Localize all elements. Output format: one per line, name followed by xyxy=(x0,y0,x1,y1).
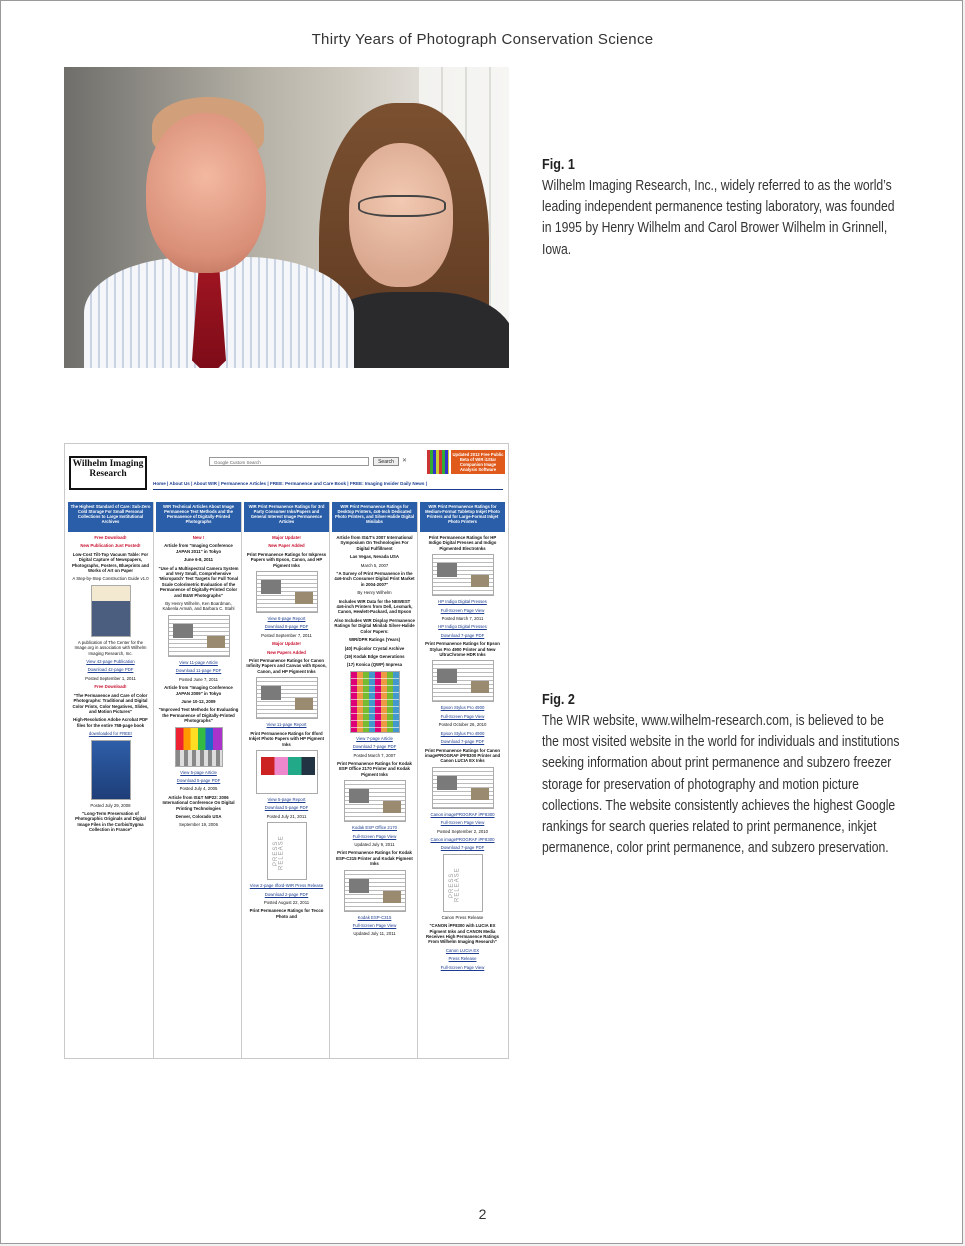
col-text: Major Update! xyxy=(272,535,301,540)
col-link: Press Release xyxy=(448,956,477,962)
col-text: Posted July 4, 2005 xyxy=(179,786,218,792)
website-screenshot xyxy=(64,443,509,1059)
article-thumbnail xyxy=(168,615,230,657)
col-text: "The Permanence and Care of Color Photographs: Traditional and Digital Color Prints, Color Negatives, Slides, and Motion Pictures" xyxy=(72,692,149,714)
report-thumbnail xyxy=(344,870,406,912)
col-link: Download 8-page PDF xyxy=(264,624,309,630)
report-thumbnail xyxy=(432,660,494,702)
col-link: View 11-page Report xyxy=(266,722,307,728)
figure-1-label: Fig. 1 xyxy=(542,156,575,173)
col-text: Print Permanence Ratings for Canon imagePROGRAF iPF8300 Printer and Canon LUCIA EX Inks xyxy=(424,747,501,764)
target-thumbnail xyxy=(175,727,223,767)
report-thumbnail xyxy=(256,571,318,613)
col-link: Epson Stylus Pro 4900 xyxy=(440,705,485,711)
col-text: Posted July 29, 2008 xyxy=(90,802,131,808)
figure-1-caption xyxy=(542,156,900,261)
col-text: Posted August 22, 2011 xyxy=(263,899,310,905)
site-nav-rule xyxy=(153,489,503,490)
col-text: Updated July 11, 2011 xyxy=(353,931,396,937)
figure-2-label: Fig. 2 xyxy=(542,691,575,708)
col-text: Canon Press Release xyxy=(441,914,484,920)
site-nav: Home | About Us | About WIR | Permanence Articles | FREE: Permanence and Care Book | FREE: Imaging Insider Daily News | xyxy=(153,481,427,486)
col-text: Article from IS&T's 2007 International Symposium On Technologies For Digital Fulfillment xyxy=(336,535,413,551)
col-link: Kodak ESP-C315 xyxy=(357,914,392,920)
press-release-thumbnail xyxy=(443,854,483,912)
close-icon: ✕ xyxy=(402,458,408,464)
col-link: HP Indigo Digital Presses xyxy=(438,624,487,630)
col-text: Updated July 9, 2011 xyxy=(354,841,395,847)
col-link: downloaded for FREE! xyxy=(88,731,133,737)
col-text: Print Permanence Ratings for Epson Stylus Pro 4900 Printer and New UltraChrome HDR Inks xyxy=(425,641,500,658)
col-link: Download 7-page PDF xyxy=(440,739,485,745)
col-link: Full-Screen Page View xyxy=(440,964,485,970)
ad-thumbnail xyxy=(427,450,449,474)
col-text: June 10-12, 2009 xyxy=(181,698,216,704)
col-link: View 2-page Ilford-WIR Press Release xyxy=(249,883,324,889)
col-text: (17) Konica (QWP) Impresa xyxy=(346,662,403,668)
site-column-3 xyxy=(244,502,330,1059)
col-link: Download 42-page PDF xyxy=(87,667,134,673)
column-header: WIR Technical Articles About Image Permanence Test Methods and the Permanence of Digitally-Printed Photographs xyxy=(156,502,241,532)
report-thumbnail xyxy=(432,554,494,596)
col-link: Canon LUCIA EX xyxy=(445,947,480,953)
col-text: Print Permanence Ratings for Inkpress Papers with Epson, Canon, and HP Pigment Inks xyxy=(246,551,327,568)
col-text: Posted March 7, 2011 xyxy=(441,616,484,622)
page-number: 2 xyxy=(478,1206,487,1222)
col-text: Article from "Imaging Conference JAPAN 2011" in Tokyo xyxy=(164,543,233,554)
col-text: Print Permanence Ratings for Canon Infinity Papers and Canvas with Epson, Canon, and HP Pigment Inks xyxy=(246,658,327,674)
column-header: WIR Print Permanence Ratings for Desktop Printers, 4x6-Inch Dedicated Photo Printers, and Silver-Halide Digital Minilabs xyxy=(332,502,417,532)
article-thumbnail xyxy=(350,671,400,733)
site-search-input: Google Custom Search xyxy=(209,457,369,466)
portrait-photo xyxy=(64,67,509,368)
col-link: HP Indigo Digital Presses xyxy=(438,599,487,605)
col-text: (40) Fujicolor Crystal Archive xyxy=(344,645,405,651)
col-text: By Henry Wilhelm, Ken Boardman, Kabenla Armah, and Barbara C. Stahl xyxy=(162,601,235,612)
col-text: Print Permanence Ratings for Tecco Photo and xyxy=(249,908,324,919)
col-link: Download 2-page PDF xyxy=(264,891,309,897)
col-link: Full-Screen Page View xyxy=(352,923,397,928)
col-text: Print Permanence Ratings for Ilford Inkjet Photo Papers with HP Pigment Inks xyxy=(248,730,325,747)
col-link: Canon imagePROGRAF iPF8300 xyxy=(430,811,495,817)
col-text: Major Update! xyxy=(272,641,301,647)
col-text: Includes WIR Data for the NEWEST 4x6-inch Printers from Dell, Lexmark, Canon, Hewlett-Packard, and Epson xyxy=(336,598,413,615)
col-text: Low-Cost Tilt-Top Vacuum Table: For Digital Capture of Newspapers, Photographs, Posters, Blueprints and Works of Art on Paper xyxy=(71,551,150,574)
col-text: (19) Kodak Edge Generations xyxy=(344,653,405,659)
col-text: Also Includes WIR Display Permanence Ratings for Digital Minilab Silver-Halide Color Papers: xyxy=(334,617,415,634)
col-link: Full-Screen Page View xyxy=(440,607,485,613)
col-text: "Long-Term Preservation of Photographic Originals and Digital Image Files in the Corbis/Sygma Collection in France" xyxy=(75,810,146,833)
column-header: The Highest Standard of Care: Sub-Zero Cold Storage For Small Personal Collections to Large Institutional Archives xyxy=(68,502,153,532)
col-text: "Use of a Multispectral Camera System and Very Small, Comprehensive 'Micropatch' Test Targets for Full Tonal Scale Colorimetric Evaluation of the Permanence of Digitally-Printed Color and B&W Photographs" xyxy=(158,565,239,598)
col-link: View 7-page Article xyxy=(356,735,393,741)
photo-man-face xyxy=(146,113,266,273)
col-text: New Publication Just Posted! xyxy=(80,543,141,549)
col-link: Full-Screen Page View xyxy=(440,713,485,719)
report-thumbnail xyxy=(256,677,318,719)
col-text: Article from "Imaging Conference JAPAN 2009" in Tokyo xyxy=(164,685,233,696)
col-link: Download 11-page PDF xyxy=(175,668,222,674)
col-text: Article from IS&T NIP22: 2006 International Conference On Digital Printing Technologies xyxy=(162,794,235,811)
col-text: New ! xyxy=(192,535,205,540)
site-search-button: Search xyxy=(373,457,399,466)
col-link: View 5-page Report xyxy=(267,796,306,802)
site-column-4 xyxy=(332,502,418,1059)
col-text: Posted July 21, 2011 xyxy=(266,813,307,819)
col-text: "CANON iPF8300 with LUCIA EX Pigment Inks and CANON Media Receives High Permanence Ratings From Wilhelm Imaging Research" xyxy=(425,923,500,945)
col-text: Free Download! xyxy=(94,535,127,540)
col-link: View 42-page Publication xyxy=(86,659,135,665)
site-column-1 xyxy=(68,502,154,1059)
col-text: WIR/DPR Ratings (Years) xyxy=(348,637,401,643)
figure-2-caption xyxy=(542,691,900,859)
col-link: View 11-page Article xyxy=(179,659,218,665)
running-head: Thirty Years of Photograph Conservation Science xyxy=(311,31,654,48)
col-link: Canon imagePROGRAF iPF8300 xyxy=(430,836,495,842)
site-header xyxy=(65,444,508,494)
col-link: Download 5-page PDF xyxy=(264,805,309,811)
site-column-5 xyxy=(420,502,505,1059)
book-thumbnail xyxy=(91,740,131,800)
col-text: Free Download! xyxy=(94,684,127,690)
col-text: "A Survey of Print Permanence in the 4x6-Inch Consumer Digital Print Market in 2004-2007" xyxy=(334,571,415,587)
col-text: "Improved Test Methods for Evaluating the Permanence of Digitally-Printed Photographs" xyxy=(158,707,239,724)
col-text: Denver, Colorado USA xyxy=(175,813,222,819)
site-column-2 xyxy=(156,502,242,1059)
site-columns xyxy=(68,502,505,1059)
column-header: WIR Print Permanence Ratings for 3rd Party Consumer Inks/Papers and General Interest Image Permanence Articles xyxy=(244,502,329,532)
col-text: Print Permanence Ratings for Kodak ESP-C315 Printer and Kodak Pigment Inks xyxy=(336,850,413,867)
figure-2-text: The WIR website, www.wilhelm-research.com, is believed to be the most visited website in the world for individuals and institutions seeking information about print permanence and subzero freezer storage for preservation of photography and motion picture collections. The website consistently achieves the highest Google rankings for search queries related to print permanence, inkjet permanence, color print permanence, and subzero preservation. xyxy=(542,713,900,857)
col-text: Print Permanence Ratings for HP Indigo Digital Presses and Indigo Pigmented ElectroInks xyxy=(428,535,497,551)
col-link: Download 5-page PDF xyxy=(176,777,221,783)
figure-1-text: Wilhelm Imaging Research, Inc., widely referred to as the world’s leading independent permanence testing laboratory, was founded in 1995 by Henry Wilhelm and Carol Brower Wilhelm in Grinnell, Iowa. xyxy=(542,178,895,258)
col-text: Posted June 7, 2011 xyxy=(178,676,219,682)
col-text: Posted March 7, 2007 xyxy=(353,752,396,758)
col-text: New Paper Added xyxy=(268,543,305,549)
col-link: Epson Stylus Pro 4900 xyxy=(440,730,485,736)
site-logo: Wilhelm Imaging Research xyxy=(69,456,147,490)
col-link: Download 7-page PDF xyxy=(440,632,485,638)
col-text: Posted September 1, 2011 xyxy=(85,675,136,681)
col-text: Posted September 7, 2011 xyxy=(261,632,312,638)
col-link: View 8-page Report xyxy=(267,616,306,622)
col-link: Download 7-page PDF xyxy=(352,744,397,750)
col-text: September 19, 2006 xyxy=(179,822,218,828)
report-thumbnail xyxy=(344,780,406,822)
col-link: View 5-page Article xyxy=(180,769,217,775)
col-text: Las Vegas, Nevada USA xyxy=(350,554,399,560)
col-text: A publication of The Center for the Image.org in association with Wilhelm Imaging Research, Inc. xyxy=(74,639,147,656)
col-link: Full-Screen Page View xyxy=(440,820,485,826)
col-text: Posted October 26, 2010 xyxy=(438,722,487,728)
report-thumbnail xyxy=(256,750,318,794)
col-link: Full-Screen Page View xyxy=(352,833,397,839)
photo-glasses xyxy=(358,195,446,217)
col-text: Posted September 2, 2010 xyxy=(436,828,489,834)
col-link: Kodak ESP Office 2170 xyxy=(352,825,397,831)
book-thumbnail xyxy=(91,585,131,637)
col-link: Download 7-page PDF xyxy=(440,845,485,851)
col-text: A Step-by-Step Construction Guide v1.0 xyxy=(72,576,149,582)
col-text: June 6-8, 2011 xyxy=(183,557,214,563)
report-thumbnail xyxy=(432,767,494,809)
col-text: High-Resolution Adobe Acrobat PDF files for the entire 758-page book xyxy=(73,717,148,728)
site-ad-banner: Updated 2012 Free Public Beta of WIR i1Star Companion Image Analysis Software xyxy=(452,452,504,472)
col-text: Print Permanence Ratings for Kodak ESP Office 2170 Printer and Kodak Pigment Inks xyxy=(337,760,412,777)
col-text: March 5, 2007 xyxy=(360,562,389,568)
column-header: WIR Print Permanence Ratings for Medium-Format Tabletop Inkjet Photo Printers and for Large-Format Inkjet Photo Printers xyxy=(420,502,505,532)
press-release-thumbnail xyxy=(267,822,307,880)
col-text: By Henry Wilhelm xyxy=(357,590,392,596)
col-text: New Papers Added xyxy=(267,649,306,655)
